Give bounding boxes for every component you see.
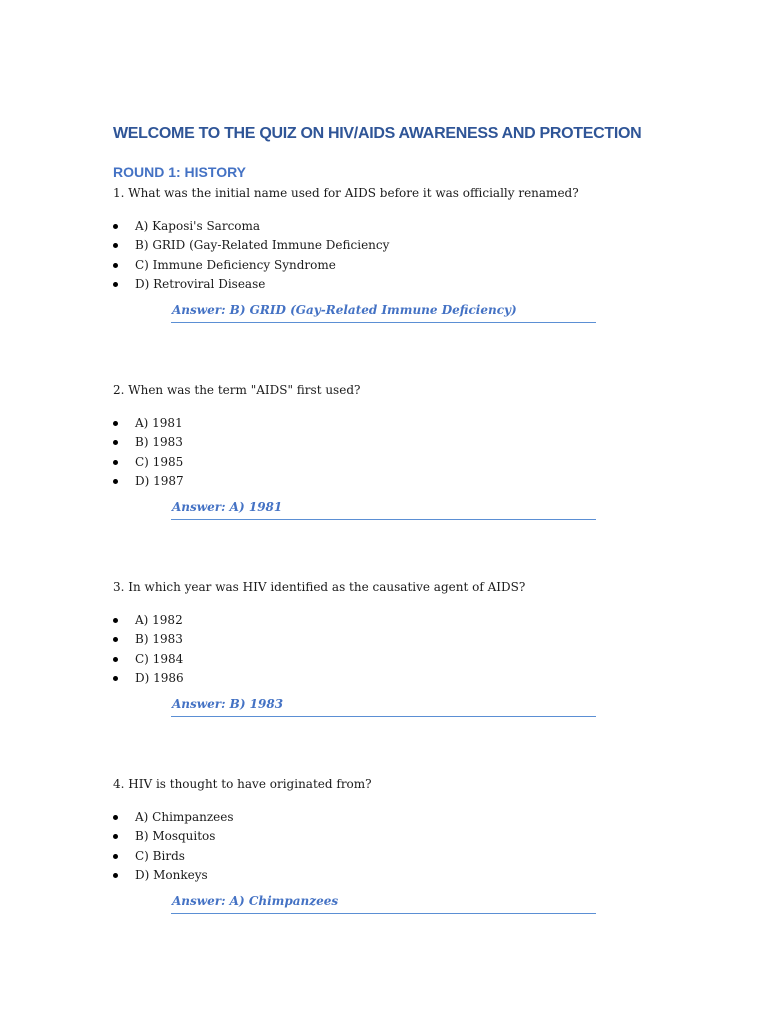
answer-box bbox=[171, 694, 596, 717]
answer-text: Answer: A) Chimpanzees bbox=[172, 894, 339, 908]
option-text: B) 1983 bbox=[135, 632, 183, 647]
bullet-icon bbox=[113, 854, 118, 859]
option-text: C) 1985 bbox=[135, 454, 184, 469]
bullet-icon bbox=[113, 657, 118, 662]
option-text: B) Mosquitos bbox=[135, 829, 216, 844]
answer-box bbox=[171, 891, 596, 914]
bullet-icon bbox=[113, 676, 118, 681]
option-text: A) 1982 bbox=[135, 613, 183, 627]
bullet-icon bbox=[113, 263, 118, 268]
option-text: D) Retroviral Disease bbox=[135, 276, 266, 291]
bullet-icon bbox=[113, 421, 118, 426]
question-text: 2. When was the term "AIDS" first used? bbox=[113, 383, 361, 397]
option-text: C) Immune Deficiency Syndrome bbox=[135, 257, 336, 272]
bullet-icon bbox=[113, 873, 118, 878]
bullet-icon bbox=[113, 637, 118, 642]
question-text: 4. HIV is thought to have originated from? bbox=[113, 777, 372, 791]
bullet-icon bbox=[113, 618, 118, 623]
question-text: 3. In which year was HIV identified as the causative agent of AIDS? bbox=[113, 580, 526, 594]
option-text: D) Monkeys bbox=[135, 867, 208, 882]
option-text: B) GRID (Gay-Related Immune Deficiency bbox=[135, 238, 390, 253]
answer-box bbox=[171, 300, 596, 323]
option-text: D) 1986 bbox=[135, 670, 184, 685]
bullet-icon bbox=[113, 834, 118, 839]
option-text: A) 1981 bbox=[135, 416, 183, 430]
bullet-icon bbox=[113, 460, 118, 465]
option-text: C) 1984 bbox=[135, 651, 184, 666]
option-text: C) Birds bbox=[135, 848, 185, 863]
bullet-icon bbox=[113, 440, 118, 445]
answer-box bbox=[171, 497, 596, 520]
option-text: A) Kaposi's Sarcoma bbox=[135, 219, 261, 233]
bullet-icon bbox=[113, 815, 118, 820]
round-heading: ROUND 1: HISTORY bbox=[113, 164, 247, 180]
bullet-icon bbox=[113, 224, 118, 229]
option-text: D) 1987 bbox=[135, 473, 184, 488]
answer-text: Answer: B) 1983 bbox=[172, 697, 284, 711]
bullet-icon bbox=[113, 282, 118, 287]
option-text: B) 1983 bbox=[135, 435, 183, 450]
bullet-icon bbox=[113, 479, 118, 484]
answer-text: Answer: A) 1981 bbox=[172, 500, 283, 514]
bullet-icon bbox=[113, 243, 118, 248]
question-text: 1. What was the initial name used for AIDS before it was officially renamed? bbox=[113, 186, 579, 200]
quiz-title: WELCOME TO THE QUIZ ON HIV/AIDS AWARENESS AND PROTECTION bbox=[113, 125, 642, 142]
option-text: A) Chimpanzees bbox=[135, 810, 234, 824]
answer-text: Answer: B) GRID (Gay-Related Immune Deficiency) bbox=[172, 303, 517, 317]
